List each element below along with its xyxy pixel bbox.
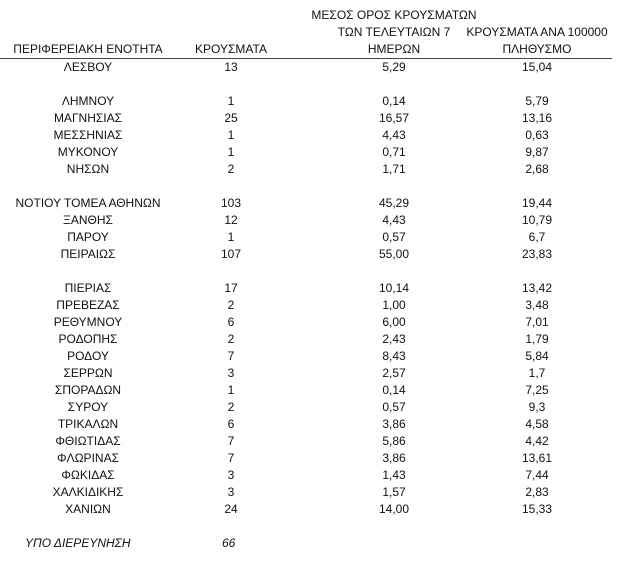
cell-region: ΠΙΕΡΙΑΣ bbox=[64, 281, 112, 295]
cell-cases: 7 bbox=[227, 349, 235, 363]
table-row bbox=[0, 144, 612, 161]
cell-per100k: 10,79 bbox=[521, 213, 553, 227]
table-row bbox=[0, 331, 612, 348]
table-row bbox=[0, 433, 612, 450]
cell-avg7: 4,43 bbox=[382, 213, 406, 227]
cell-avg7: 4,43 bbox=[382, 128, 406, 142]
cell-cases: 12 bbox=[224, 213, 238, 227]
cell-region: ΧΑΛΚΙΔΙΚΗΣ bbox=[52, 485, 124, 499]
cell-cases: 24 bbox=[224, 502, 238, 516]
cell-region: ΛΕΣΒΟΥ bbox=[63, 60, 113, 74]
table-row bbox=[0, 195, 612, 212]
table-row bbox=[0, 212, 612, 229]
cell-avg7: 8,43 bbox=[382, 349, 406, 363]
table-row bbox=[0, 399, 612, 416]
cell-cases: 6 bbox=[227, 315, 235, 329]
cell-avg7: 1,00 bbox=[382, 298, 406, 312]
table-row bbox=[0, 365, 612, 382]
table-row bbox=[0, 314, 612, 331]
cell-region: ΜΕΣΣΗΝΙΑΣ bbox=[53, 128, 123, 142]
table-spacer-row bbox=[0, 178, 612, 195]
header-per100k-line2: ΠΛΗΘΥΣΜΟ bbox=[502, 42, 572, 56]
cell-avg7: 0,14 bbox=[382, 94, 406, 108]
cell-cases: 7 bbox=[227, 434, 235, 448]
table-row bbox=[0, 110, 612, 127]
cell-per100k: 13,42 bbox=[521, 281, 553, 295]
cell-cases: 1 bbox=[227, 94, 235, 108]
footer-value: 66 bbox=[222, 536, 236, 550]
cell-cases: 2 bbox=[227, 298, 235, 312]
table-row bbox=[0, 93, 612, 110]
cell-per100k: 4,42 bbox=[525, 434, 549, 448]
cell-avg7: 45,29 bbox=[378, 196, 410, 210]
cell-region: ΠΑΡΟΥ bbox=[67, 230, 109, 244]
cell-per100k: 13,61 bbox=[521, 451, 553, 465]
cell-cases: 7 bbox=[227, 451, 235, 465]
cell-avg7: 3,86 bbox=[382, 451, 406, 465]
cell-cases: 6 bbox=[227, 417, 235, 431]
cell-region: ΣΕΡΡΩΝ bbox=[63, 366, 113, 380]
header-cases: ΚΡΟΥΣΜΑΤΑ bbox=[195, 42, 267, 56]
cell-per100k: 1,7 bbox=[528, 366, 546, 380]
table-row bbox=[0, 59, 612, 76]
cell-cases: 3 bbox=[227, 468, 235, 482]
cell-per100k: 9,3 bbox=[528, 400, 546, 414]
table-row bbox=[0, 161, 612, 178]
cell-avg7: 5,86 bbox=[382, 434, 406, 448]
cell-region: ΡΟΔΟΥ bbox=[67, 349, 109, 363]
table-row bbox=[0, 450, 612, 467]
cell-cases: 25 bbox=[224, 111, 238, 125]
cell-region: ΠΡΕΒΕΖΑΣ bbox=[56, 298, 120, 312]
cell-avg7: 2,43 bbox=[382, 332, 406, 346]
cell-cases: 2 bbox=[227, 162, 235, 176]
cell-per100k: 6,7 bbox=[528, 230, 546, 244]
cell-cases: 1 bbox=[227, 145, 235, 159]
table-row bbox=[0, 467, 612, 484]
cell-avg7: 10,14 bbox=[378, 281, 410, 295]
table-row bbox=[0, 382, 612, 399]
cell-avg7: 0,71 bbox=[382, 145, 406, 159]
cell-region: ΡΕΘΥΜΝΟΥ bbox=[53, 315, 123, 329]
cell-region: ΠΕΙΡΑΙΩΣ bbox=[60, 247, 116, 261]
cell-region: ΝΟΤΙΟΥ ΤΟΜΕΑ ΑΘΗΝΩΝ bbox=[15, 196, 161, 210]
header-avg-line2: ΤΩΝ ΤΕΛΕΥΤΑΙΩΝ 7 bbox=[337, 25, 451, 39]
cell-region: ΦΘΙΩΤΙΔΑΣ bbox=[55, 434, 121, 448]
cell-region: ΣΠΟΡΑΔΩΝ bbox=[54, 383, 122, 397]
cell-avg7: 1,57 bbox=[382, 485, 406, 499]
cell-per100k: 2,83 bbox=[525, 485, 549, 499]
table-row bbox=[0, 416, 612, 433]
cell-region: ΣΥΡΟΥ bbox=[67, 400, 109, 414]
cell-region: ΞΑΝΘΗΣ bbox=[63, 213, 113, 227]
cell-cases: 2 bbox=[227, 332, 235, 346]
cell-avg7: 3,86 bbox=[382, 417, 406, 431]
cell-cases: 1 bbox=[227, 230, 235, 244]
header-avg-line3: ΗΜΕΡΩΝ bbox=[367, 42, 421, 56]
table-row bbox=[0, 280, 612, 297]
cell-avg7: 14,00 bbox=[378, 502, 410, 516]
cell-avg7: 1,71 bbox=[382, 162, 406, 176]
cell-per100k: 7,44 bbox=[525, 468, 549, 482]
cell-cases: 107 bbox=[220, 247, 242, 261]
cell-region: ΧΑΝΙΩΝ bbox=[65, 502, 111, 516]
cell-region: ΡΟΔΟΠΗΣ bbox=[58, 332, 118, 346]
cell-cases: 1 bbox=[227, 128, 235, 142]
table-row bbox=[0, 348, 612, 365]
cell-per100k: 0,63 bbox=[525, 128, 549, 142]
header-avg-line1: ΜΕΣΟΣ ΟΡΟΣ ΚΡΟΥΣΜΑΤΩΝ bbox=[311, 8, 477, 22]
cell-avg7: 5,29 bbox=[382, 60, 406, 74]
header-region: ΠΕΡΙΦΕΡΕΙΑΚΗ ΕΝΟΤΗΤΑ bbox=[13, 42, 163, 56]
footer-label: ΥΠΟ ΔΙΕΡΕΥΝΗΣΗ bbox=[25, 536, 131, 550]
cell-per100k: 13,16 bbox=[521, 111, 553, 125]
cell-region: ΦΛΩΡΙΝΑΣ bbox=[57, 451, 119, 465]
cell-cases: 13 bbox=[224, 60, 238, 74]
cell-avg7: 2,57 bbox=[382, 366, 406, 380]
cell-region: ΛΗΜΝΟΥ bbox=[61, 94, 115, 108]
cell-region: ΤΡΙΚΑΛΩΝ bbox=[57, 417, 119, 431]
table-row bbox=[0, 229, 612, 246]
cell-avg7: 0,57 bbox=[382, 230, 406, 244]
cell-avg7: 1,43 bbox=[382, 468, 406, 482]
cell-cases: 2 bbox=[227, 400, 235, 414]
cell-region: ΦΩΚΙΔΑΣ bbox=[61, 468, 115, 482]
cell-region: ΜΑΓΝΗΣΙΑΣ bbox=[53, 111, 123, 125]
cell-region: ΜΥΚΟΝΟΥ bbox=[57, 145, 119, 159]
cell-cases: 3 bbox=[227, 366, 235, 380]
cell-per100k: 9,87 bbox=[525, 145, 549, 159]
cell-cases: 103 bbox=[220, 196, 242, 210]
cell-per100k: 23,83 bbox=[521, 247, 553, 261]
cell-per100k: 19,44 bbox=[521, 196, 553, 210]
table-row bbox=[0, 501, 612, 518]
cell-per100k: 4,58 bbox=[525, 417, 549, 431]
cell-cases: 3 bbox=[227, 485, 235, 499]
cell-avg7: 0,57 bbox=[382, 400, 406, 414]
table-row bbox=[0, 246, 612, 263]
cell-avg7: 55,00 bbox=[378, 247, 410, 261]
table-row bbox=[0, 484, 612, 501]
cell-per100k: 5,79 bbox=[525, 94, 549, 108]
cell-avg7: 0,14 bbox=[382, 383, 406, 397]
cell-avg7: 6,00 bbox=[382, 315, 406, 329]
table-spacer-row bbox=[0, 76, 612, 93]
cell-region: ΝΗΣΩΝ bbox=[66, 162, 110, 176]
table-row bbox=[0, 297, 612, 314]
cell-per100k: 1,79 bbox=[525, 332, 549, 346]
table-row bbox=[0, 127, 612, 144]
cell-per100k: 15,04 bbox=[521, 60, 553, 74]
cell-per100k: 3,48 bbox=[525, 298, 549, 312]
cell-per100k: 2,68 bbox=[525, 162, 549, 176]
header-per100k-line1: ΚΡΟΥΣΜΑΤΑ ΑΝΑ 100000 bbox=[466, 25, 608, 39]
cell-per100k: 15,33 bbox=[521, 502, 553, 516]
cell-avg7: 16,57 bbox=[378, 111, 410, 125]
cell-per100k: 5,84 bbox=[525, 349, 549, 363]
cell-per100k: 7,01 bbox=[525, 315, 549, 329]
cell-cases: 17 bbox=[224, 281, 238, 295]
table-spacer-row bbox=[0, 263, 612, 280]
cell-cases: 1 bbox=[227, 383, 235, 397]
cell-per100k: 7,25 bbox=[525, 383, 549, 397]
